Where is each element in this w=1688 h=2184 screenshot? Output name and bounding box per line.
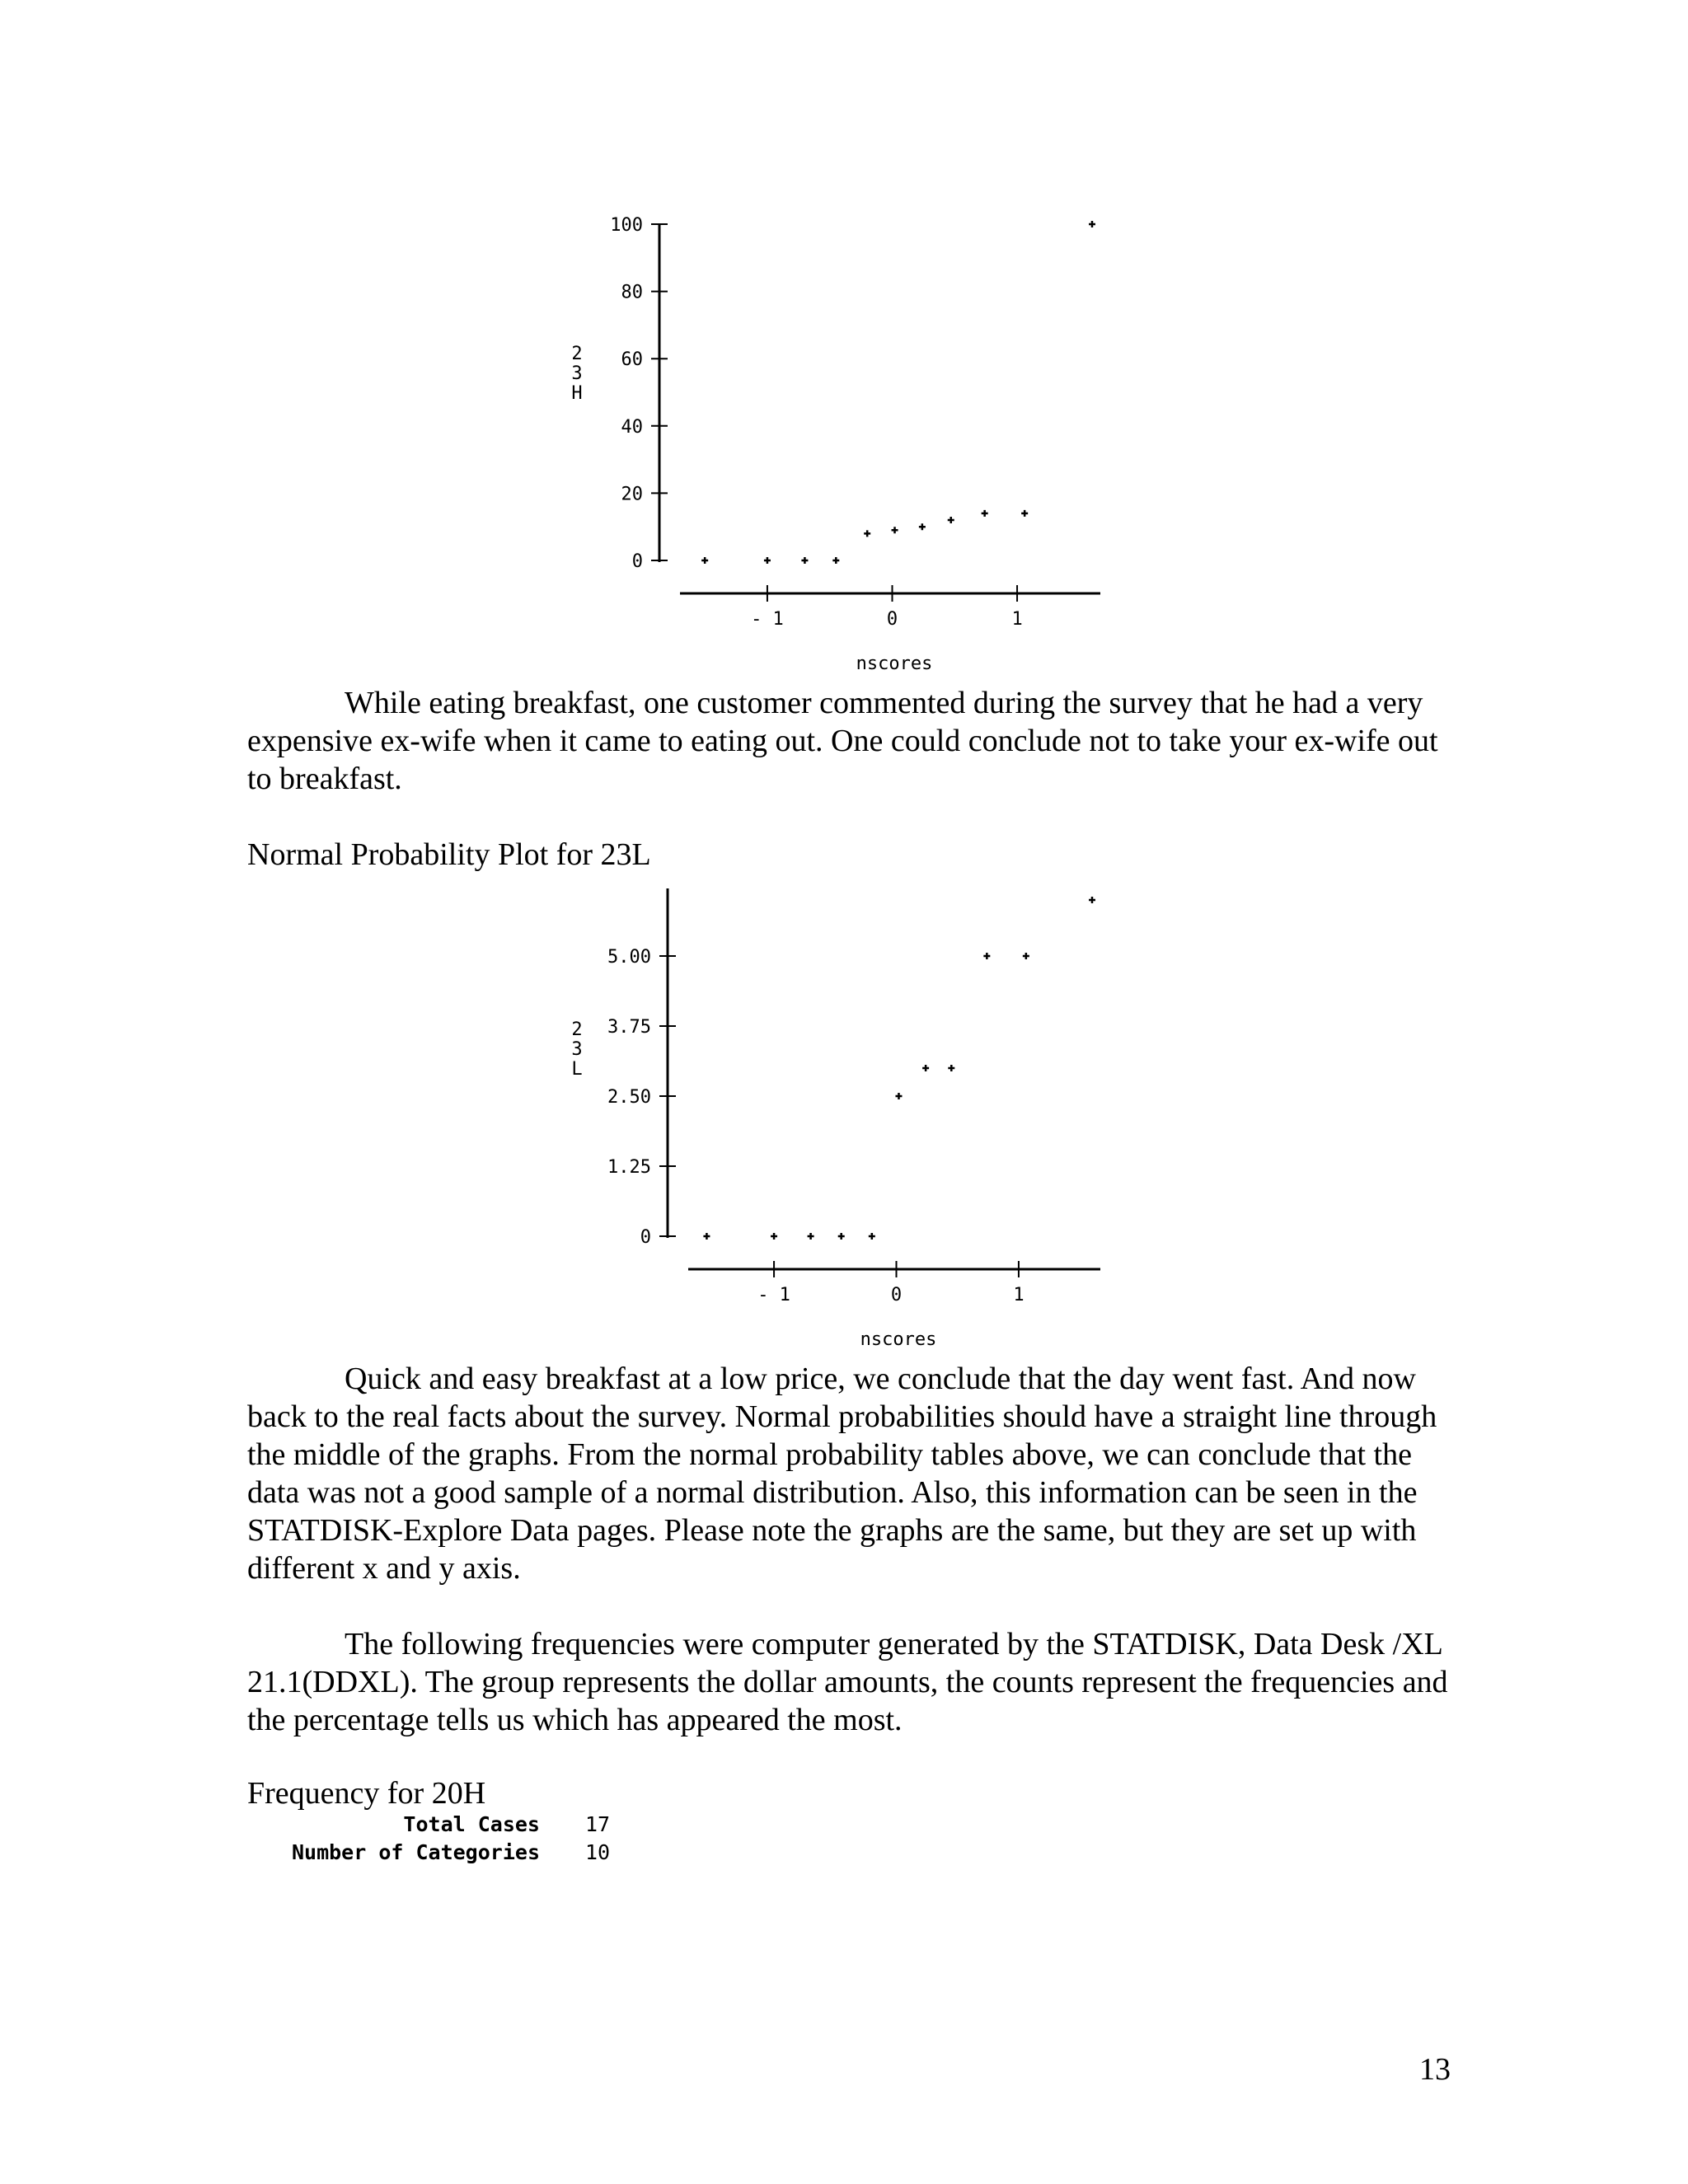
number-of-categories-label: Number of Categories — [291, 1840, 540, 1864]
x-tick-label: 0 — [890, 1285, 903, 1305]
y-tick-label: 1.25 — [607, 1157, 651, 1178]
data-point — [892, 527, 898, 533]
data-point — [1089, 221, 1095, 227]
x-tick-label: 1 — [1011, 609, 1023, 630]
normal-probability-plot-23l — [544, 890, 1121, 1368]
data-point — [983, 953, 990, 959]
paragraph-frequencies: The following frequencies were computer generated by the STATDISK, Data Desk /XL 21.1(DDXL). The group represents the dollar amounts, the counts represent the frequencies and the percentage tells us which has appeared the most. — [247, 1627, 1448, 1737]
data-point — [982, 510, 988, 517]
data-point — [919, 523, 926, 530]
data-point — [832, 557, 839, 564]
y-tick-label: 3.75 — [607, 1017, 651, 1038]
total-cases-value: 17 — [585, 1812, 611, 1836]
data-point — [703, 1233, 710, 1240]
data-point — [801, 557, 808, 564]
data-point — [1023, 953, 1029, 959]
y-axis-label-char: 3 — [571, 363, 583, 384]
heading-23l: Normal Probability Plot for 23L — [247, 837, 651, 872]
y-axis-label-char: 2 — [571, 1019, 583, 1040]
data-point — [895, 1093, 902, 1099]
y-tick-label: 5.00 — [607, 947, 651, 968]
x-tick-label: 1 — [1013, 1285, 1025, 1305]
y-tick-label: 60 — [621, 349, 643, 371]
y-axis-label-char: H — [571, 383, 583, 404]
data-point — [864, 530, 870, 537]
page-number: 13 — [1419, 2052, 1451, 2087]
paragraph-ex-wife: While eating breakfast, one customer commented during the survey that he had a very expensive ex-wife when it came to eating out. One could conclude not to take your ex-wife out to breakfast. — [247, 686, 1438, 796]
x-axis-label: nscores — [856, 654, 933, 674]
data-point — [838, 1233, 845, 1240]
total-cases-row — [247, 1811, 611, 1839]
y-axis-label-char: 3 — [571, 1039, 583, 1060]
number-of-categories-value: 10 — [585, 1840, 611, 1864]
data-point — [764, 557, 771, 564]
y-axis-label-char: 2 — [571, 344, 583, 364]
data-point — [922, 1065, 929, 1071]
y-axis-label-char: L — [571, 1059, 583, 1080]
y-tick-label: 100 — [610, 215, 643, 236]
y-tick-label: 0 — [631, 551, 643, 572]
x-tick-label: - 1 — [757, 1285, 790, 1305]
y-tick-label: 80 — [621, 282, 643, 303]
y-tick-label: 20 — [621, 484, 643, 505]
data-point — [948, 517, 954, 523]
data-point — [1089, 897, 1095, 903]
frequency-summary — [247, 1811, 611, 1867]
x-tick-label: 0 — [886, 609, 898, 630]
y-tick-label: 0 — [640, 1227, 651, 1248]
y-tick-label: 2.50 — [607, 1087, 651, 1108]
x-axis-label: nscores — [860, 1329, 937, 1350]
data-point — [948, 1065, 954, 1071]
heading-20h: Frequency for 20H — [247, 1776, 486, 1811]
number-of-categories-row — [247, 1839, 611, 1867]
y-tick-label: 40 — [621, 416, 643, 438]
x-tick-label: - 1 — [751, 609, 784, 630]
data-point — [1021, 510, 1028, 517]
data-point — [869, 1233, 875, 1240]
paragraph-conclusion: Quick and easy breakfast at a low price, we conclude that the day went fast. And now back to the real facts about the survey. Normal probabilities should have a straight line through the middle of the graphs. From the normal probability tables above, we can conclude that the data was not a good sample of a normal distribution. Also, this information can be seen in the STATDISK-Explore Data pages. Please note the graphs are the same, but they are set up with different x and y axis. — [247, 1361, 1437, 1586]
normal-probability-plot-23h — [544, 206, 1121, 684]
data-point — [771, 1233, 777, 1240]
total-cases-label: Total Cases — [403, 1812, 540, 1836]
data-point — [808, 1233, 814, 1240]
data-point — [701, 557, 708, 564]
